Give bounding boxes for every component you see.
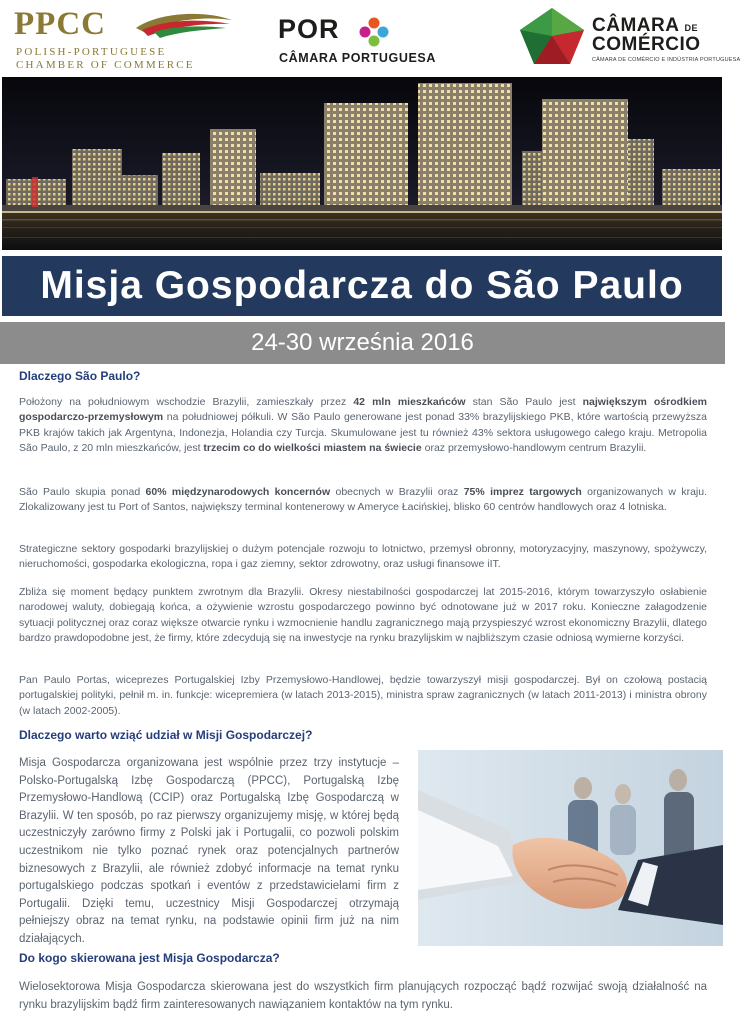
por-subtitle: CÂMARA PORTUGUESA <box>279 51 436 65</box>
paragraph-for-whom-1: Wielosektorowa Misja Gospodarcza skierowana jest do wszystkich firm planujących rozpocząć bądź rozwijać swoją działalność na rynku brazylijskim bądź firm zainteresowanych nawiązaniem kontaktów na tym rynku. <box>19 981 707 1011</box>
ccip-line3: CÂMARA DE COMÉRCIO E INDÚSTRIA PORTUGUESA <box>592 57 740 63</box>
ppcc-swoosh-icon <box>134 10 234 40</box>
paragraph-why-2: São Paulo skupia ponad 60% międzynarodowych koncernów obecnych w Brazylii oraz 75% imprez targowych organizowanych w kraju. Zlokalizowany jest tu Port of Santos, największy terminal kontenerowy w Ameryce Łacińskiej, blisko 60 centrów handlowych oraz 4 lotniska. <box>19 486 708 514</box>
mission-dates: 24-30 września 2016 <box>251 329 474 356</box>
page-title: Misja Gospodarcza do São Paulo <box>40 264 684 307</box>
paragraph-join-1: Misja Gospodarcza organizowana jest wspólnie przez trzy instytucje – Polsko-Portugalską Izbę Gospodarczą (PPCC), Portugalską Izbę Przemysłowo-Handlową (CCIP) oraz Portugalską Izbę Gospodarczą w Brazylii. W ten sposób, po raz pierwszy organizujemy misję, w której będą uczestniczyły zarówno firmy z Polski jak i Portugalii, co pozwoli polskim uczestnikom nie tylko poznać rynek oraz potencjalnych partnerów biznesowych z Brazylii, ale również zdobyć informacje na temat rynku portugalskiego podczas spotkań i eventów z przedstawicielami firm z Portugalii. Dzięki temu, uczestnicy Misji Gospodarczej otrzymają pełniejszy obraz na temat rynku, na podstawie opinii firm już na nim działających. <box>19 757 399 945</box>
heading-why-join: Dlaczego warto wziąć udział w Misji Gospodarczej? <box>19 728 313 742</box>
handshake-photo <box>418 750 723 946</box>
camara-portuguesa-logo <box>278 10 468 68</box>
paragraph-why-4: Zbliża się moment będący punktem zwrotnym dla Brazylii. Okresy niestabilności gospodarczej lat 2015-2016, którym towarzyszyło osłabienie narodowej waluty, dobiegają końca, a ożywienie wzrostu gospodarczego powinno być odnotowane już w 2017 roku. Konieczne załagodzenie sytuacji politycznej oraz coraz większe otwarcie rynku i wzmocnienie handlu zagranicznego mają przyspieszyć wzrost ekonomiczny Brazylii, dlatego bardzo prawdopodobne jest, że firmy, które zdecydują się na inwestycje na rynku brazylijskim w najbliższym czasie odniosą wymierne korzyści. <box>19 586 707 644</box>
ccip-line2: COMÉRCIO <box>592 34 701 55</box>
ppcc-logo <box>14 6 224 71</box>
sao-paulo-skyline-photo <box>2 77 722 250</box>
ppcc-acronym: PPCC <box>14 6 106 42</box>
ppcc-line1: POLISH-PORTUGUESE <box>16 46 167 58</box>
heading-why-sao-paulo: Dlaczego São Paulo? <box>19 369 141 383</box>
title-banner <box>2 256 722 316</box>
ccip-line1: CÂMARA DE <box>592 15 699 36</box>
date-banner <box>0 322 725 364</box>
heading-for-whom: Do kogo skierowana jest Misja Gospodarcza? <box>19 951 280 965</box>
por-word: POR <box>278 14 340 44</box>
ccip-logo <box>518 6 740 68</box>
flower-icon <box>358 16 390 48</box>
header-logos <box>0 0 740 74</box>
paragraph-why-3: Strategiczne sektory gospodarki brazylijskiej o dużym potencjale rozwoju to lotnictwo, przemysł obronny, motoryzacyjny, maszynowy, spożywczy, nieruchomości, gospodarka ekologiczna, ropa i gaz ziemny, sektor zdrowotny, oraz usługi finansowe iIT. <box>19 543 707 571</box>
paragraph-why-5: Pan Paulo Portas, wiceprezes Portugalskiej Izby Przemysłowo-Handlowej, będzie towarzyszył misji gospodarczej. Był on czołową postacią portugalskiej polityki, pełnił m. in. funkcje: wicepremiera (w latach 2013-2015), ministra spraw zagranicznych (w latach 2011-2013) i ministra obrony (w latach 2002-2005). <box>19 674 707 717</box>
ppcc-line2: CHAMBER OF COMMERCE <box>16 59 195 71</box>
paragraph-why-1: Położony na południowym wschodzie Brazylii, zamieszkały przez 42 mln mieszkańców stan São Paulo jest największym ośrodkiem gospodarczo-przemysłowym na południowej półkuli. W São Paulo generowane jest ponad 33% brazylijskiego PKB, które wartością przewyższa PKB krajów takich jak Argentyna, Indonezja, Holandia czy Turcja. Skumulowane jest tu również 43% sektora usługowego całego kraju. Metropolia São Paulo, z 20 mln mieszkańców, jest trzecim co do wielkości miastem na świecie oraz przemysłowo-handlowym centrum Brazylii. <box>19 396 708 454</box>
gem-icon <box>518 6 586 66</box>
